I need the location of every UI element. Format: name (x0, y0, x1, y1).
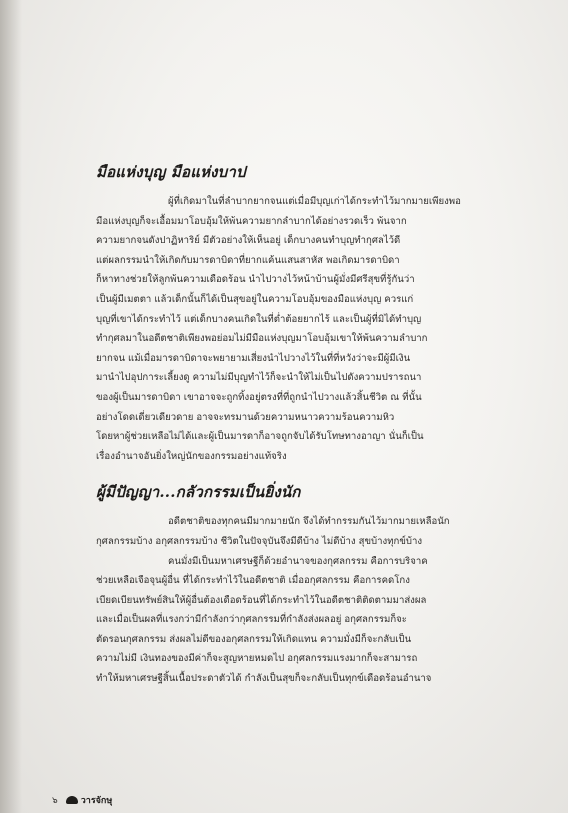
publication-logo (66, 793, 113, 807)
paragraph-line: กุศลกรรมบ้าง อกุศลกรรมบ้าง ชีวิตในปัจจุบันจึงมีดีบ้าง ไม่ดีบ้าง สุขบ้างทุกข์บ้าง (96, 535, 423, 547)
paragraph-line: ก็หาทางช่วยให้ลูกพ้นความเดือดร้อน นำไปวางไว้หน้าบ้านผู้มั่งมีศรีสุขที่รู้กันว่า (96, 274, 415, 286)
section-heading-hands-of-merit: มือแห่งบุญ มือแห่งบาป (96, 163, 246, 181)
paragraph-line: เรื่องอำนาจอันยิ่งใหญ่นักของกรรมอย่างแท้จริง (96, 450, 287, 462)
paragraph-line: เบียดเบียนทรัพย์สินให้ผู้อื่นต้องเดือดร้อนที่ได้กระทำไว้ในอดีตชาติติดตามมาส่งผล (96, 594, 427, 606)
section-heading-wise-fear-karma: ผู้มีปัญญา...กลัวกรรมเป็นยิ่งนัก (96, 483, 301, 502)
paragraph-line: ยากจน แม้เมื่อมารดาบิดาจะพยายามเสี่ยงนำไปวางไว้ในที่ที่หวังว่าจะมีผู้มีเงิน (96, 352, 411, 364)
paragraph-line: มือแห่งบุญก็จะเอื้อมมาโอบอุ้มให้พ้นความยากลำบากได้อย่างรวดเร็ว พ้นจาก (96, 215, 407, 227)
paragraph-line: โดยหาผู้ช่วยเหลือไม่ได้และผู้เป็นมารดาก็อาจถูกจับได้รับโทษทางอาญา นั่นก็เป็น (96, 431, 424, 443)
paragraph-line: ของผู้เป็นมารดาบิดา เขาอาจจะถูกทิ้งอยู่ตรงที่ที่ถูกนำไปวางแล้วสิ้นชีวิต ณ ที่นั้น (96, 391, 422, 403)
logo-text: วารจักษุ (80, 796, 113, 806)
page-content (96, 160, 492, 689)
section-1-paragraph (96, 192, 492, 466)
paragraph-line: มานำไปอุปการะเลี้ยงดู ความไม่มีบุญทำไว้ก็จะนำให้ไม่เป็นไปดังความปรารถนา (96, 372, 422, 384)
paragraph-line: บุญที่เขาได้กระทำไว้ แต่เด็กบางคนเกิดในที่ต่ำต้อยยากไร้ และเป็นผู้ที่มิได้ทำบุญ (96, 313, 422, 325)
paragraph-line: คนมั่งมีเป็นมหาเศรษฐีก็ด้วยอำนาจของกุศลกรรม คือการบริจาค (168, 555, 428, 567)
paragraph-line: ความไม่มี เงินทองของมีค่าก็จะสูญหายหมดไป อกุศลกรรมแรงมากก็จะสามารถ (96, 653, 418, 665)
section-2-paragraph (96, 512, 492, 688)
paragraph-line: ผู้ที่เกิดมาในที่ลำบากยากจนแต่เมื่อมีบุญเก่าได้กระทำไว้มากมายเพียงพอ (168, 196, 461, 207)
paragraph-line: แต่ผลกรรมนำให้เกิดกับมารดาบิดาที่ยากแค้นแสนสาหัส พอเกิดมารดาบิดา (96, 254, 400, 266)
logo-icon (66, 796, 78, 804)
paragraph-line: อย่างโดดเดี่ยวเดียวดาย อาจจะทรมานด้วยความหนาวความร้อนความหิว (96, 411, 395, 423)
page-shadow-edge (0, 0, 22, 813)
paragraph-line: ความยากจนดังปาฏิหาริย์ มีตัวอย่างให้เห็นอยู่ เด็กบางคนทำบุญทำกุศลไว้ดี (96, 235, 401, 247)
paragraph-line: อดีตชาติของทุกคนมีมากมายนัก จึงได้ทำกรรมกันไว้มากมายเหลือนัก (168, 516, 450, 528)
paragraph-line: ทำให้มหาเศรษฐีสิ้นเนื้อประดาตัวได้ กำลังเป็นสุขก็จะกลับเป็นทุกข์เดือดร้อนอำนาจ (96, 673, 432, 685)
paragraph-line: ช่วยเหลือเจือจุนผู้อื่น ที่ได้กระทำไว้ในอดีตชาติ เมื่ออกุศลกรรม คือการคดโกง (96, 575, 410, 587)
paragraph-line: และเมื่อเป็นผลที่แรงกว่ามีกำลังกว่ากุศลกรรมที่กำลังส่งผลอยู่ อกุศลกรรมก็จะ (96, 614, 407, 626)
paragraph-line: เป็นผู้มีเมตตา แล้วเด็กนั้นก็ได้เป็นสุขอยู่ในความโอบอุ้มของมือแห่งบุญ ควรแก่ (96, 293, 414, 305)
paragraph-line: ตัดรอนกุศลกรรม ส่งผลไม่ดีของอกุศลกรรมให้เกิดแทน ความมั่งมีก็จะกลับเป็น (96, 633, 412, 645)
page-number: ๖ (52, 796, 58, 806)
paragraph-line: ทำกุศลมาในอดีตชาติเพียงพอย่อมไม่มีมือแห่งบุญมาโอบอุ้มเขาให้พ้นความลำบาก (96, 333, 428, 345)
page-footer (52, 793, 112, 807)
